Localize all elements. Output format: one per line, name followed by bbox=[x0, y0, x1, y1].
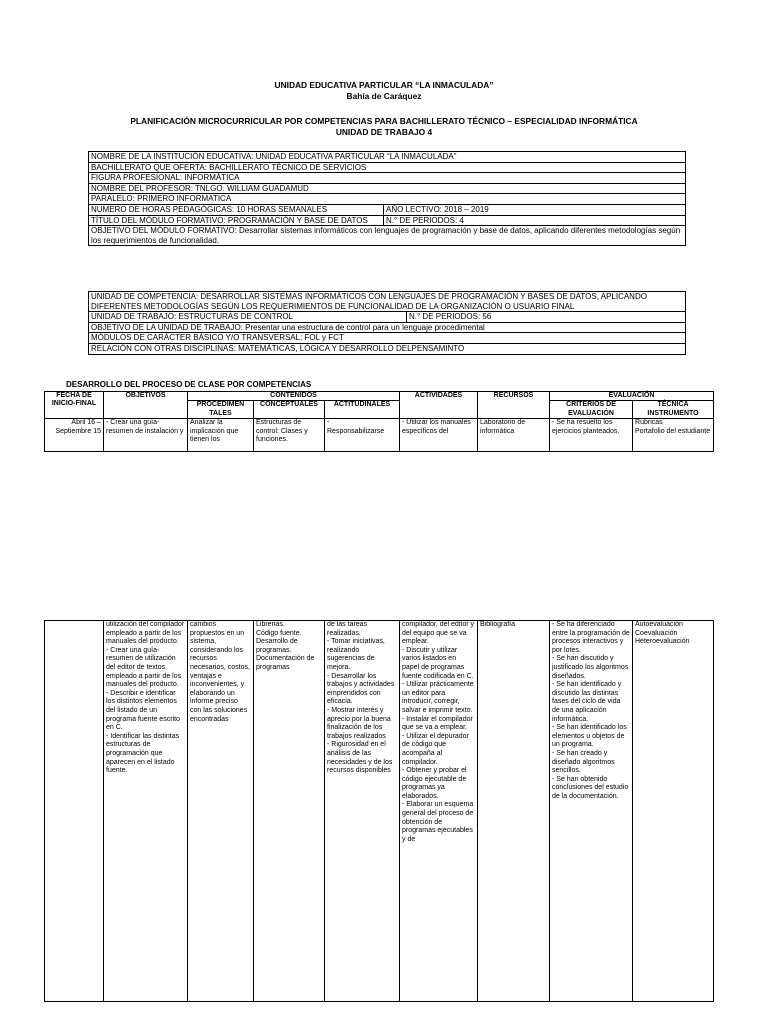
unit-objective: OBJETIVO DE LA UNIDAD DE TRABAJO: Presentar una estructura de control para un lenguaje procedimental bbox=[89, 322, 686, 333]
row2-conceptuales: Librerias. Código fuente. Desarrollo de programas. Documentación de programas bbox=[254, 621, 325, 1002]
row1-fecha: Abril 16 – Septiembre 15 bbox=[45, 419, 104, 452]
teacher-name: NOMBRE DEL PROFESOR: TNLGO. WILLIAM GUADAMUD bbox=[89, 183, 686, 194]
row2-objetivos: utilización del compilador empleado a partir de los manuales del producto. - Crear una guía-resumen de utilización del editor de textos empleado a partir de los manuales del producto. - Describir e identificar los distintos elementos del listado de un programa fuente escrito en C. - Identificar las distintas estructuras de programación que aparecen en el listado fuente. bbox=[104, 621, 188, 1002]
school-name: UNIDAD EDUCATIVA PARTICULAR “LA INMACULADA” bbox=[274, 80, 494, 90]
unit-periods: N.° DE PERIODOS: 56 bbox=[407, 312, 686, 323]
institution-info-table bbox=[88, 151, 686, 246]
row2-actitudinales: de las tareas realizadas. - Tomar iniciativas, realizando sugerencias de mejora. - Desarrollar los trabajos y actividades emprendidos con eficacia. - Mostrar interés y aprecio por la buena finalización de los trabajos realizados - Rigurosidad en el análisis de las necesidades y de los recursos disponibles bbox=[325, 621, 400, 1002]
header-evaluacion: EVALUACIÓN bbox=[550, 392, 714, 401]
header-conceptuales: CONCEPTUALES bbox=[254, 401, 325, 419]
unit-title: UNIDAD DE TRABAJO 4 bbox=[335, 127, 433, 137]
bachillerato: BACHILLERATO QUE OFERTA: BACHILLERATO TÉCNICO DE SERVICIOS bbox=[89, 162, 686, 173]
row2-actividades: compilador, del editor y del equipo que se va emplear. - Discutir y utilizar varios listados en papel de programas fuente codificada en C. - Utilizar prácticamente un editor para introducir, corregir, salvar e imprimir texto. - Instalar el compilador que se va a emplear. - Utilizar el depurador de código que acompaña al compilador. - Obtener y probar el código ejecutable de programas ya elaborados. - Elaborar un esquema general del proceso de obtención de programas ejecutables y de bbox=[400, 621, 478, 1002]
module-title: TÍTULO DEL MÓDULO FORMATIVO: PROGRAMACIÓN Y BASE DE DATOS bbox=[89, 215, 384, 226]
basic-modules: MÓDULOS DE CARÁCTER BÁSICO Y/O TRANSVERSAL: FOL y FCT bbox=[89, 333, 686, 344]
figura-profesional: FIGURA PROFESIONAL: INFORMÁTICA bbox=[89, 173, 686, 184]
row1-objetivos: - Crear una guía-resumen de instalación y bbox=[104, 419, 188, 452]
header-actividades: ACTIVIDADES bbox=[400, 392, 478, 419]
paralelo: PARALELO: PRIMERO INFORMATICA bbox=[89, 194, 686, 205]
header-objetivos: OBJETIVOS bbox=[104, 392, 188, 419]
header-procedimentales: PROCEDIMEN TALES bbox=[188, 401, 254, 419]
section-title: DESARROLLO DEL PROCESO DE CLASE POR COMPETENCIAS bbox=[66, 380, 312, 389]
module-objective: OBJETIVO DEL MÓDULO FORMATIVO: Desarrollar sistemas informáticos con lenguajes de programación y base de datos, aplicando diferentes metodologías según los requerimientos de funcionalidad. bbox=[89, 226, 686, 246]
related-disciplines: RELACIÓN CON OTRAS DISCIPLINAS: MATEMÁTICAS, LÓGICA Y DESARROLLO DELPENSAMINTO bbox=[89, 343, 686, 354]
work-unit: UNIDAD DE TRABAJO: ESTRUCTURAS DE CONTROL bbox=[89, 312, 407, 323]
header-criterios: CRITERIOS DE EVALUACIÓN bbox=[550, 401, 633, 419]
row1-actividades: - Utilizar los manuales específicos del bbox=[400, 419, 478, 452]
row1-criterios: - Se ha resuelto los ejercicios planteados. bbox=[550, 419, 633, 452]
row1-recursos: Laboratorio de informática bbox=[478, 419, 550, 452]
school-city: Bahía de Caráquez bbox=[346, 91, 422, 101]
class-process-table-continued bbox=[44, 620, 714, 1002]
row1-tecnica: Rubricas Portafolio del estudiante bbox=[633, 419, 714, 452]
row2-fecha bbox=[45, 621, 104, 1002]
row2-procedimentales: cambios propuestos en un sistema, considerando los recursos necesarios, costos, ventajas e inconvenientes, y elaborando un informe preciso con las soluciones encontradas bbox=[188, 621, 254, 1002]
row2-criterios: - Se ha diferenciado entre la programación de procesos interactivos y por lotes. - Se han discutido y justificado los algoritmos diseñados. - Se han identificado y discutido las distintas fases del ciclo de vida de una aplicación informática. - Se han identificado los elementos u objetos de un programa. - Se han creado y diseñado algoritmos sencillos. - Se han obtenido conclusiones del estudio de la documentación. bbox=[550, 621, 633, 1002]
class-process-table bbox=[44, 391, 714, 452]
hours: NUMERO DE HORAS PEDAGÓGICAS: 10 HORAS SEMANALES bbox=[89, 204, 384, 215]
plan-title: PLANIFICACIÓN MICROCURRICULAR POR COMPETENCIAS PARA BACHILLERATO TÉCNICO – ESPECIALIDAD INFORMÁTICA bbox=[130, 116, 638, 126]
row2-recursos: Bibliografía bbox=[478, 621, 550, 1002]
institution-name: NOMBRE DE LA INSTITUCIÓN EDUCATIVA: UNIDAD EDUCATIVA PARTICULAR “LA INMACULADA” bbox=[89, 152, 686, 163]
module-periods: N.° DE PERIODOS: 4 bbox=[384, 215, 686, 226]
row1-conceptuales: Estructuras de control: Clases y funciones. bbox=[254, 419, 325, 452]
header-fecha: FECHA DE INICIO-FINAL bbox=[45, 392, 104, 419]
header-recursos: RECURSOS bbox=[478, 392, 550, 419]
row1-actitudinales: - Responsabilizarse bbox=[325, 419, 400, 452]
header-actitudinales: ACTITUDINALES bbox=[325, 401, 400, 419]
header-tecnica: TÉCNICA INSTRUMENTO bbox=[633, 401, 714, 419]
row2-tecnica: Autoevaluación Coevaluación Heteroevaluación bbox=[633, 621, 714, 1002]
school-year: AÑO LECTIVO: 2018 – 2019 bbox=[384, 204, 686, 215]
competency-unit: UNIDAD DE COMPETENCIA: DESARROLLAR SISTEMAS INFORMÁTICOS CON LENGUAJES DE PROGRAMACIÓN Y BASES DE DATOS, APLICANDO DIFERENTES METODOLOGÍAS SEGÚN LOS REQUERIMIENTOS DE FUNCIONALIDAD DE LA ORGANIZACIÓN O USUARIO FINAL bbox=[89, 292, 686, 312]
competency-info-table bbox=[88, 291, 686, 355]
header-contenidos: CONTENIDOS bbox=[188, 392, 400, 401]
row1-procedimentales: Analizar la implicación que tienen los bbox=[188, 419, 254, 452]
